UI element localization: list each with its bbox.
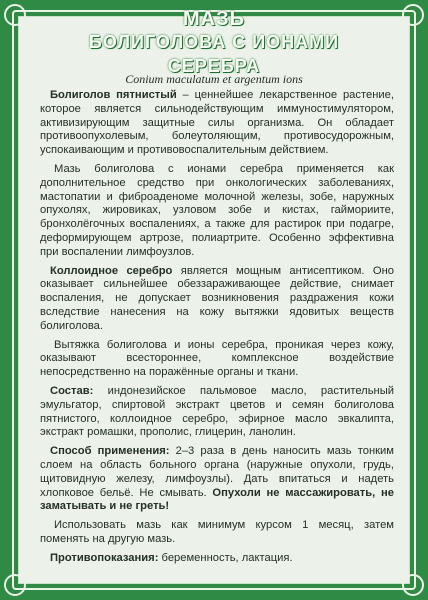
term-contraindications: Противопоказания: [50,551,159,564]
term-application: Способ применения: [50,445,170,458]
paragraph-combined-effect: Вытяжка болиголова и ионы серебра, проникая через кожу, оказывают всестороннее, комплексное воздействие непосредственно на поражённые органы и ткани. [40,338,394,379]
title-block [54,8,374,76]
paragraph-application: Способ применения: 2–3 раза в день наносить мазь тонким слоем на область больного органа (наружные опухоли, грудь, щитовидную железу, лимфоузлы). Дать впитаться и надеть хлопковое бельё. Не смывать. Опухоли не массажировать, не заматывать и не греть! [40,445,395,513]
title-line-2: БОЛИГОЛОВА С ИОНАМИ СЕРЕБРА [88,32,340,76]
paragraph-usage-areas: Мазь болиголова с ионами серебра применяется как дополнительное средство при онкологических заболеваниях, мастопатии и фиброаденоме молочной железы, зобе, наружных опухолях, жировиках, узловом зобе и кистах, гаймориите, бронхолёгочных воспалениях, а также для растирок при подагре, деформирующем артрозе, полиартрите. Особенно эффективна при воспалении лимфоузлов. [40,162,394,258]
paragraph-hemlock: Болиголов пятнистый – ценнейшее лекарственное растение, которое является сильнодействующим иммуностимулятором, активизирующим защитные силы организма. Он обладает противоопухолевым, болеутоляющим, противосудорожным, успокаивающим и противовоспалительным действием. [40,89,394,157]
ornament-corner-icon [4,574,26,596]
term-silver: Коллоидное серебро [50,264,173,277]
paragraph-contraindications: Противопоказания: беременность, лактация. [50,551,293,564]
paragraph-silver: Коллоидное серебро является мощным антисептиком. Оно оказывает сильнейшее обеззараживающее действие, снимает воспаления, не допускает возникновения раздражения кожи вследствие нанесения на кожу вытяжки ядовитых веществ болиголова. [40,264,394,332]
term-hemlock: Болиголов пятнистый [50,89,177,101]
paragraph-course: Использовать мазь как минимум курсом 1 месяц, затем поменять на другую мазь. [40,519,394,545]
latin-name: Conium maculatum et argentum ions [125,72,303,86]
ornament-corner-icon [402,4,424,26]
title-line-1: МАЗЬ [182,8,245,30]
warning-text: Опухоли не массажировать, не заматывать и не греть! [40,486,394,513]
ornament-corner-icon [402,574,424,596]
ornament-corner-icon [4,4,26,26]
term-composition: Состав: [50,384,94,397]
description-text [40,89,394,571]
paragraph-composition: Состав: индонезийское пальмовое масло, растительный эмульгатор, спиртовой экстракт цветов и семян болиголова пятнистого, коллоидное серебро, эфирное масло эвкалипта, экстракт ромашки, прополис, глицерин, ланолин. [40,384,394,439]
